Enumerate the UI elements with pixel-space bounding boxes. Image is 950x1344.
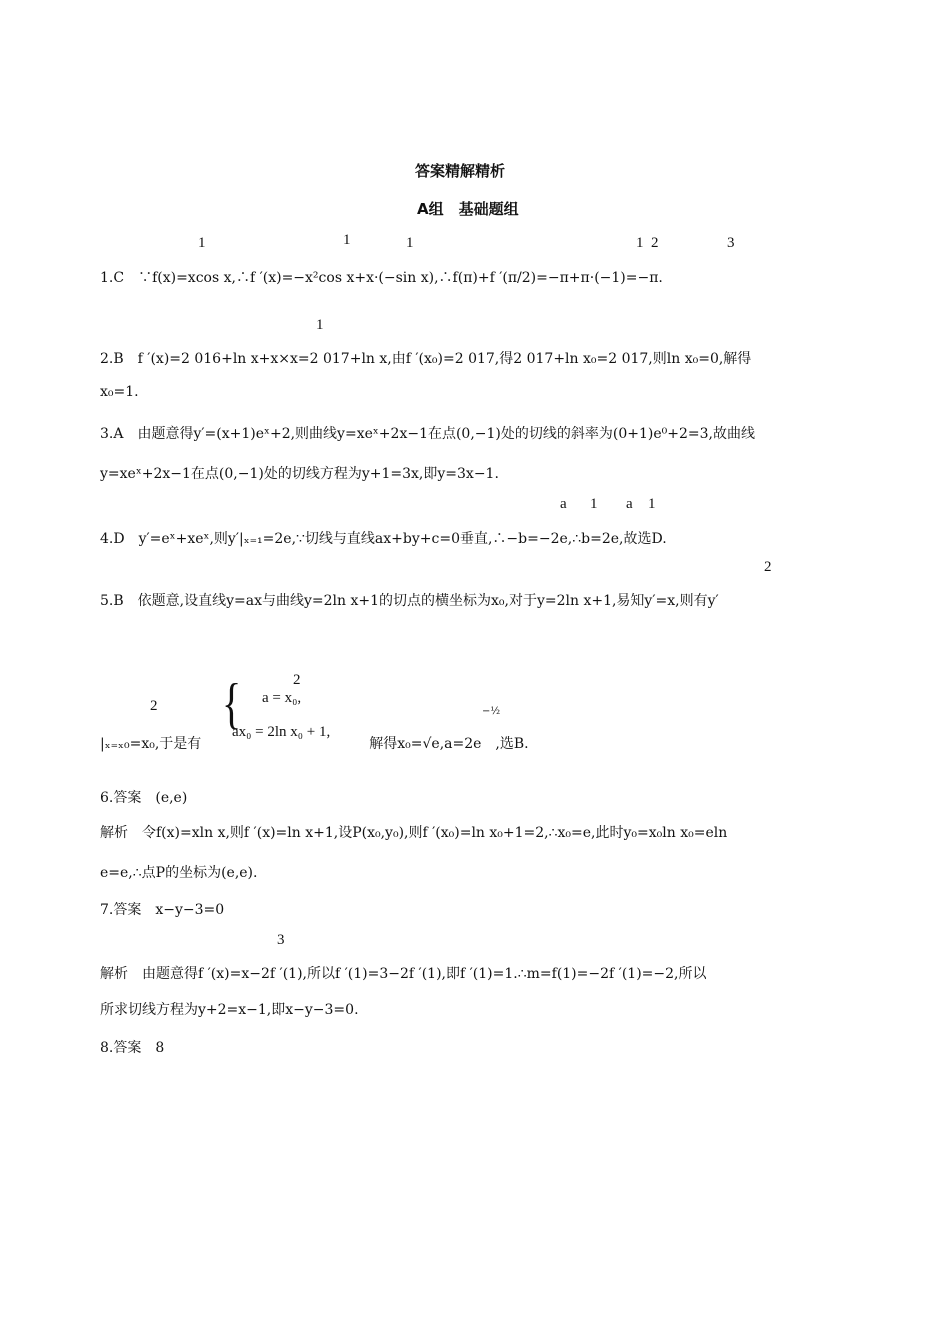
fraction-numerator: 1 — [406, 235, 414, 251]
equation-row: a = x₀, — [262, 690, 302, 706]
fraction-numerator: 2 — [764, 559, 772, 575]
solution-text: 3.A 由题意得y′=(x+1)eˣ+2,则曲线y=xeˣ+2x−1在点(0,−1)处的切线的斜率为(0+1)e⁰+2=3,故曲线 — [100, 426, 755, 442]
solution-text: |ₓ₌ₓ₀=x₀,于是有 解得x₀=√e,a=2e ,选B. — [100, 736, 529, 752]
fraction-numerator: 2 — [150, 698, 158, 714]
solution-text: y=xeˣ+2x−1在点(0,−1)处的切线方程为y+1=3x,即y=3x−1. — [100, 466, 499, 482]
system-brace: { — [222, 671, 242, 735]
answer-line: 7.答案 x−y−3=0 — [100, 902, 225, 918]
fraction-numerator: a — [560, 496, 567, 512]
fraction-numerator: 1 — [636, 235, 644, 251]
page-title: 答案精解精析 — [415, 162, 506, 180]
section-heading: A组 基础题组 — [417, 200, 519, 218]
solution-text: 5.B 依题意,设直线y=ax与曲线y=2ln x+1的切点的横坐标为x₀,对于y=2ln x+1,易知y′=x,则有y′ — [100, 593, 719, 609]
fraction-numerator: 1 — [590, 496, 598, 512]
solution-text: e=e,∴点P的坐标为(e,e). — [100, 865, 258, 881]
fraction-numerator: 1 — [343, 232, 351, 248]
fraction-numerator: 2 — [293, 672, 301, 688]
fraction-numerator: 1 — [648, 496, 656, 512]
fraction-numerator: 3 — [727, 235, 735, 251]
solution-text: 解析 令f(x)=xln x,则f ′(x)=ln x+1,设P(x₀,y₀),则f ′(x₀)=ln x₀+1=2,∴x₀=e,此时y₀=x₀ln x₀=eln — [100, 825, 728, 841]
answer-line: 6.答案 (e,e) — [100, 790, 188, 806]
solution-text: 解析 由题意得f ′(x)=x−2f ′(1),所以f ′(1)=3−2f ′(1),即f ′(1)=1.∴m=f(1)=−2f ′(1)=−2,所以 — [100, 966, 707, 982]
solution-text: x₀=1. — [100, 384, 139, 400]
fraction-numerator: a — [626, 496, 633, 512]
fraction-numerator: 1 — [198, 235, 206, 251]
exponent: −½ — [482, 706, 501, 717]
fraction-numerator: 3 — [277, 932, 285, 948]
solution-text: 2.B f ′(x)=2 016+ln x+x×x=2 017+ln x,由f ′(x₀)=2 017,得2 017+ln x₀=2 017,则ln x₀=0,解得 — [100, 351, 752, 367]
fraction-numerator: 1 — [316, 317, 324, 333]
fraction-numerator: 2 — [651, 235, 659, 251]
equation-row: ax₀ = 2ln x₀ + 1, — [232, 724, 331, 740]
answer-line: 8.答案 8 — [100, 1040, 165, 1056]
solution-text: 1.C ∵f(x)=xcos x,∴f ′(x)=−x²cos x+x·(−sin x),∴f(π)+f ′(π/2)=−π+π·(−1)=−π. — [100, 270, 663, 286]
solution-text: 所求切线方程为y+2=x−1,即x−y−3=0. — [100, 1002, 359, 1018]
solution-text: 4.D y′=eˣ+xeˣ,则y′|ₓ₌₁=2e,∵切线与直线ax+by+c=0垂直,∴−b=−2e,∴b=2e,故选D. — [100, 531, 667, 547]
